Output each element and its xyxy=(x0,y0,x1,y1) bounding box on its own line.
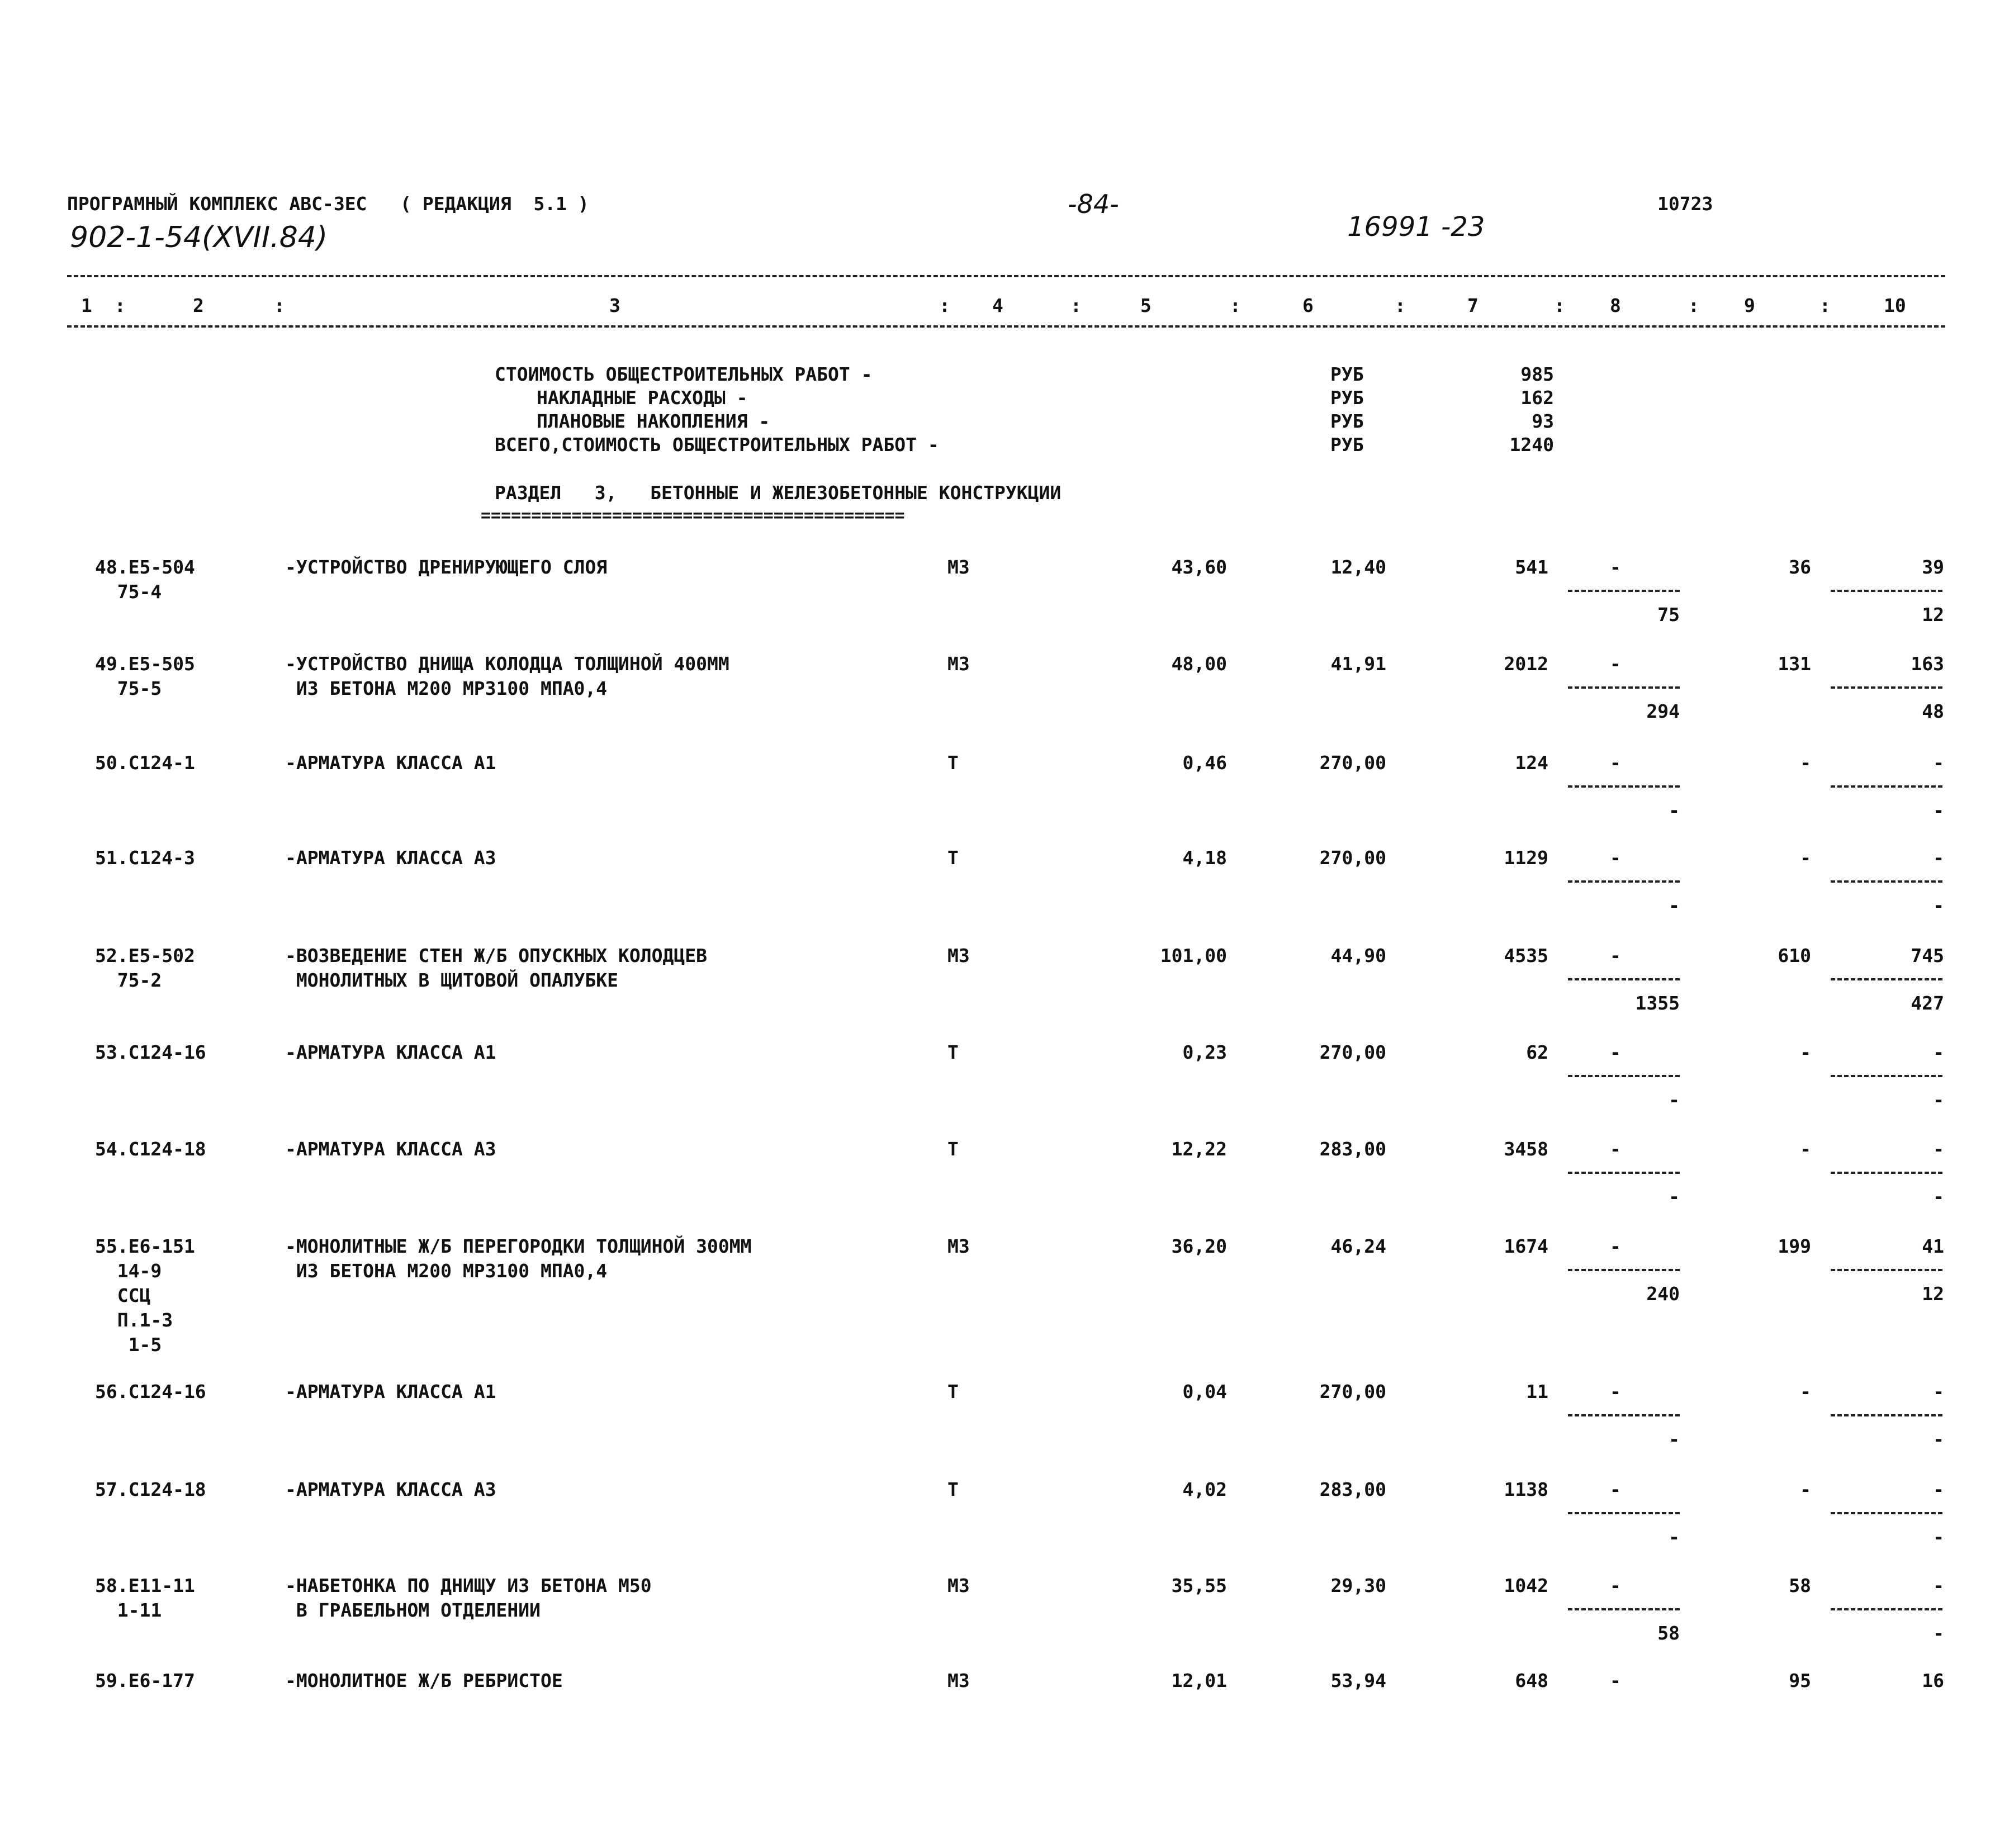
row-col8-bottom: 1355 xyxy=(1635,992,1680,1014)
row-unit: Т xyxy=(947,1138,959,1160)
row-unit-price: 44,90 xyxy=(1330,945,1386,966)
row-col10-bottom: - xyxy=(1933,1622,1944,1644)
row-col8-fraction-rule xyxy=(1568,1269,1680,1271)
row-col10-top: - xyxy=(1933,1575,1944,1596)
row-code: 75-5 xyxy=(95,677,162,699)
row-col9: 95 xyxy=(1789,1670,1811,1691)
row-col10-bottom: 427 xyxy=(1911,992,1944,1014)
row-col10-fraction-rule xyxy=(1831,1172,1942,1174)
row-col10-top: - xyxy=(1933,1041,1944,1063)
row-col10-bottom: - xyxy=(1933,1526,1944,1548)
handwritten-reference: 16991 -23 xyxy=(1347,211,1485,243)
row-col10-top: - xyxy=(1933,1138,1944,1160)
row-quantity: 0,04 xyxy=(1182,1381,1227,1402)
row-col10-top: 39 xyxy=(1922,556,1944,578)
summary-label: ВСЕГО,СТОИМОСТЬ ОБЩЕСТРОИТЕЛЬНЫХ РАБОТ - xyxy=(495,434,939,456)
row-col9: 58 xyxy=(1789,1575,1811,1596)
row-code: 53.С124-16 xyxy=(95,1041,206,1063)
row-col8-top: - xyxy=(1610,1138,1621,1160)
summary-label: ПЛАНОВЫЕ НАКОПЛЕНИЯ - xyxy=(537,410,770,432)
row-col8-top: - xyxy=(1610,653,1621,675)
row-code: 58.Е11-11 xyxy=(95,1575,195,1596)
row-col8-fraction-rule xyxy=(1568,686,1680,689)
row-quantity: 12,22 xyxy=(1171,1138,1227,1160)
summary-unit: РУБ xyxy=(1330,387,1364,409)
row-col10-fraction-rule xyxy=(1831,590,1942,592)
row-col10-fraction-rule xyxy=(1831,686,1942,689)
row-description: -АРМАТУРА КЛАССА А1 xyxy=(285,1041,496,1063)
row-code: 52.Е5-502 xyxy=(95,945,195,966)
row-quantity: 4,18 xyxy=(1182,847,1227,869)
column-number-9: 9 xyxy=(1744,295,1755,316)
row-col8-fraction-rule xyxy=(1568,880,1680,883)
row-col8-bottom: 294 xyxy=(1646,700,1680,722)
column-number-8: 8 xyxy=(1610,295,1621,316)
row-code: 50.С124-1 xyxy=(95,752,195,774)
row-col8-top: - xyxy=(1610,556,1621,578)
row-col10-top: 41 xyxy=(1922,1235,1944,1257)
row-col8-top: - xyxy=(1610,752,1621,774)
column-separator: : xyxy=(274,295,285,316)
row-unit-price: 53,94 xyxy=(1330,1670,1386,1691)
row-col10-fraction-rule xyxy=(1831,1269,1942,1271)
row-col10-bottom: - xyxy=(1933,894,1944,916)
column-number-3: 3 xyxy=(609,295,620,316)
row-col8-top: - xyxy=(1610,1575,1621,1596)
row-col8-top: - xyxy=(1610,1479,1621,1500)
row-total: 1042 xyxy=(1504,1575,1548,1596)
row-unit: М3 xyxy=(947,1235,970,1257)
row-unit: М3 xyxy=(947,653,970,675)
handwritten-project-code: 902-1-54(XVII.84) xyxy=(70,221,328,254)
row-description: ИЗ БЕТОНА М200 МРЗ100 МПА0,4 xyxy=(285,677,608,699)
summary-label: СТОИМОСТЬ ОБЩЕСТРОИТЕЛЬНЫХ РАБОТ - xyxy=(495,363,873,385)
row-col8-top: - xyxy=(1610,1670,1621,1691)
summary-label: НАКЛАДНЫЕ РАСХОДЫ - xyxy=(537,387,748,409)
row-col9: 610 xyxy=(1778,945,1811,966)
row-code: 1-5 xyxy=(95,1334,162,1356)
row-code: 75-4 xyxy=(95,581,162,603)
row-col8-top: - xyxy=(1610,847,1621,869)
row-col9: - xyxy=(1800,1041,1811,1063)
row-col8-bottom: 240 xyxy=(1646,1283,1680,1305)
row-unit-price: 46,24 xyxy=(1330,1235,1386,1257)
summary-value: 162 xyxy=(1520,387,1554,409)
row-col8-fraction-rule xyxy=(1568,1414,1680,1416)
row-col10-bottom: - xyxy=(1933,1186,1944,1207)
row-quantity: 0,23 xyxy=(1182,1041,1227,1063)
row-unit-price: 270,00 xyxy=(1319,1381,1386,1402)
row-col9: - xyxy=(1800,1479,1811,1500)
column-separator: : xyxy=(1230,295,1241,316)
row-col9: 131 xyxy=(1778,653,1811,675)
row-description: -АРМАТУРА КЛАССА А3 xyxy=(285,1479,496,1500)
row-col10-bottom: - xyxy=(1933,1089,1944,1111)
row-description: -УСТРОЙСТВО ДНИЩА КОЛОДЦА ТОЛЩИНОЙ 400ММ xyxy=(285,653,729,675)
row-col10-fraction-rule xyxy=(1831,1512,1942,1514)
row-col8-bottom: - xyxy=(1669,1428,1680,1450)
row-code: 59.Е6-177 xyxy=(95,1670,195,1691)
row-col8-fraction-rule xyxy=(1568,1512,1680,1514)
row-code: 49.Е5-505 xyxy=(95,653,195,675)
row-col9: - xyxy=(1800,1381,1811,1402)
column-separator: : xyxy=(1070,295,1082,316)
row-col10-fraction-rule xyxy=(1831,1414,1942,1416)
row-unit-price: 270,00 xyxy=(1319,752,1386,774)
row-total: 11 xyxy=(1526,1381,1548,1402)
row-col10-fraction-rule xyxy=(1831,1608,1942,1610)
row-code: П.1-3 xyxy=(95,1309,173,1331)
column-number-10: 10 xyxy=(1884,295,1906,316)
document-number: 10723 xyxy=(1657,193,1713,215)
row-unit: М3 xyxy=(947,945,970,966)
row-description: -ВОЗВЕДЕНИЕ СТЕН Ж/Б ОПУСКНЫХ КОЛОДЦЕВ xyxy=(285,945,707,966)
row-col8-bottom: 75 xyxy=(1657,604,1680,626)
row-col8-top: - xyxy=(1610,1041,1621,1063)
row-col10-top: - xyxy=(1933,752,1944,774)
row-total: 1138 xyxy=(1504,1479,1548,1500)
row-description: -АРМАТУРА КЛАССА А1 xyxy=(285,1381,496,1402)
row-quantity: 36,20 xyxy=(1171,1235,1227,1257)
row-description: -НАБЕТОНКА ПО ДНИЩУ ИЗ БЕТОНА М50 xyxy=(285,1575,652,1596)
row-unit: Т xyxy=(947,847,959,869)
row-description: В ГРАБЕЛЬНОМ ОТДЕЛЕНИИ xyxy=(285,1599,541,1621)
section-title: РАЗДЕЛ 3, БЕТОННЫЕ И ЖЕЛЕЗОБЕТОННЫЕ КОНСТРУКЦИИ xyxy=(495,482,1062,504)
row-col10-bottom: 48 xyxy=(1922,700,1944,722)
header-bottom-rule xyxy=(67,325,1945,328)
row-total: 1674 xyxy=(1504,1235,1548,1257)
row-code: 51.С124-3 xyxy=(95,847,195,869)
row-quantity: 0,46 xyxy=(1182,752,1227,774)
row-col8-fraction-rule xyxy=(1568,785,1680,788)
row-col10-fraction-rule xyxy=(1831,880,1942,883)
row-quantity: 48,00 xyxy=(1171,653,1227,675)
row-col10-bottom: - xyxy=(1933,799,1944,821)
row-col9: - xyxy=(1800,1138,1811,1160)
row-quantity: 43,60 xyxy=(1171,556,1227,578)
row-unit-price: 270,00 xyxy=(1319,847,1386,869)
row-col8-top: - xyxy=(1610,1235,1621,1257)
row-col8-top: - xyxy=(1610,945,1621,966)
column-number-6: 6 xyxy=(1302,295,1314,316)
row-total: 3458 xyxy=(1504,1138,1548,1160)
summary-value: 1240 xyxy=(1509,434,1554,456)
row-unit-price: 283,00 xyxy=(1319,1138,1386,1160)
row-quantity: 35,55 xyxy=(1171,1575,1227,1596)
row-unit: Т xyxy=(947,1041,959,1063)
row-description: -АРМАТУРА КЛАССА А1 xyxy=(285,752,496,774)
row-col9: - xyxy=(1800,847,1811,869)
row-col8-bottom: - xyxy=(1669,1526,1680,1548)
row-unit: М3 xyxy=(947,1575,970,1596)
row-code: 48.Е5-504 xyxy=(95,556,195,578)
column-separator: : xyxy=(1395,295,1406,316)
row-total: 541 xyxy=(1515,556,1548,578)
summary-value: 93 xyxy=(1532,410,1554,432)
row-description: -МОНОЛИТНЫЕ Ж/Б ПЕРЕГОРОДКИ ТОЛЩИНОЙ 300ММ xyxy=(285,1235,752,1257)
row-col8-fraction-rule xyxy=(1568,1075,1680,1077)
row-quantity: 101,00 xyxy=(1160,945,1227,966)
row-total: 4535 xyxy=(1504,945,1548,966)
row-col10-bottom: 12 xyxy=(1922,1283,1944,1305)
row-code: ССЦ xyxy=(95,1285,151,1306)
row-code: 1-11 xyxy=(95,1599,162,1621)
row-col10-fraction-rule xyxy=(1831,785,1942,788)
row-description: -АРМАТУРА КЛАССА А3 xyxy=(285,847,496,869)
row-col8-bottom: 58 xyxy=(1657,1622,1680,1644)
row-col8-fraction-rule xyxy=(1568,590,1680,592)
row-code: 14-9 xyxy=(95,1260,162,1282)
row-unit: М3 xyxy=(947,1670,970,1691)
summary-unit: РУБ xyxy=(1330,410,1364,432)
column-separator: : xyxy=(1688,295,1699,316)
row-description: МОНОЛИТНЫХ В ЩИТОВОЙ ОПАЛУБКЕ xyxy=(285,969,619,991)
row-col8-bottom: - xyxy=(1669,894,1680,916)
section-underline: ========================================== xyxy=(481,506,905,525)
row-col8-fraction-rule xyxy=(1568,1172,1680,1174)
row-unit: Т xyxy=(947,1381,959,1402)
row-col10-top: - xyxy=(1933,1381,1944,1402)
row-description: -АРМАТУРА КЛАССА А3 xyxy=(285,1138,496,1160)
row-description: -МОНОЛИТНОЕ Ж/Б РЕБРИСТОЕ xyxy=(285,1670,563,1691)
column-number-1: 1 xyxy=(81,295,92,316)
row-total: 1129 xyxy=(1504,847,1548,869)
row-code: 56.С124-16 xyxy=(95,1381,206,1402)
row-col8-fraction-rule xyxy=(1568,978,1680,980)
row-total: 2012 xyxy=(1504,653,1548,675)
row-unit-price: 283,00 xyxy=(1319,1479,1386,1500)
row-unit-price: 270,00 xyxy=(1319,1041,1386,1063)
row-col10-top: - xyxy=(1933,1479,1944,1500)
row-col10-bottom: - xyxy=(1933,1428,1944,1450)
row-description: ИЗ БЕТОНА М200 МРЗ100 МПА0,4 xyxy=(285,1260,608,1282)
column-separator: : xyxy=(1819,295,1831,316)
row-col8-bottom: - xyxy=(1669,1186,1680,1207)
row-col9: 199 xyxy=(1778,1235,1811,1257)
row-col10-top: 163 xyxy=(1911,653,1944,675)
row-total: 124 xyxy=(1515,752,1548,774)
program-title: ПРОГРАМНЫЙ КОМПЛЕКС АВС-ЗЕС ( РЕДАКЦИЯ 5.1 ) xyxy=(67,193,589,215)
row-code: 75-2 xyxy=(95,969,162,991)
summary-value: 985 xyxy=(1520,363,1554,385)
row-quantity: 12,01 xyxy=(1171,1670,1227,1691)
row-description: -УСТРОЙСТВО ДРЕНИРУЮЩЕГО СЛОЯ xyxy=(285,556,608,578)
row-col8-top: - xyxy=(1610,1381,1621,1402)
column-separator: : xyxy=(115,295,126,316)
column-number-7: 7 xyxy=(1467,295,1479,316)
row-col10-top: 745 xyxy=(1911,945,1944,966)
row-quantity: 4,02 xyxy=(1182,1479,1227,1500)
row-col8-bottom: - xyxy=(1669,799,1680,821)
row-unit: Т xyxy=(947,752,959,774)
row-total: 62 xyxy=(1526,1041,1548,1063)
column-number-5: 5 xyxy=(1140,295,1151,316)
row-col10-bottom: 12 xyxy=(1922,604,1944,626)
row-col10-top: - xyxy=(1933,847,1944,869)
summary-unit: РУБ xyxy=(1330,434,1364,456)
row-unit-price: 29,30 xyxy=(1330,1575,1386,1596)
row-col8-bottom: - xyxy=(1669,1089,1680,1111)
row-total: 648 xyxy=(1515,1670,1548,1691)
row-code: 55.Е6-151 xyxy=(95,1235,195,1257)
row-unit: М3 xyxy=(947,556,970,578)
row-code: 57.С124-18 xyxy=(95,1479,206,1500)
row-col9: 36 xyxy=(1789,556,1811,578)
row-code: 54.С124-18 xyxy=(95,1138,206,1160)
column-number-4: 4 xyxy=(992,295,1003,316)
row-unit-price: 41,91 xyxy=(1330,653,1386,675)
summary-unit: РУБ xyxy=(1330,363,1364,385)
row-unit-price: 12,40 xyxy=(1330,556,1386,578)
page-number: -84- xyxy=(1068,189,1119,219)
column-separator: : xyxy=(1554,295,1565,316)
row-unit: Т xyxy=(947,1479,959,1500)
row-col8-fraction-rule xyxy=(1568,1608,1680,1610)
row-col10-top: 16 xyxy=(1922,1670,1944,1691)
row-col10-fraction-rule xyxy=(1831,978,1942,980)
row-col10-fraction-rule xyxy=(1831,1075,1942,1077)
column-separator: : xyxy=(939,295,950,316)
row-col9: - xyxy=(1800,752,1811,774)
column-number-2: 2 xyxy=(193,295,204,316)
header-top-rule xyxy=(67,275,1945,277)
